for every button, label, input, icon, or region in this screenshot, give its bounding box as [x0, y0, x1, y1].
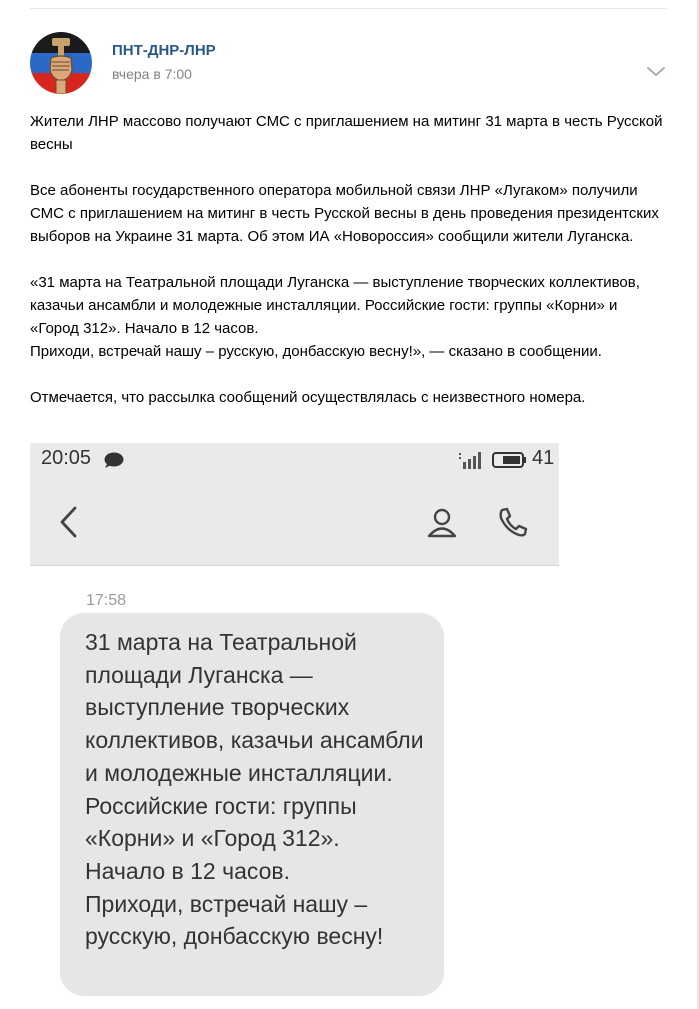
- phone-header: [30, 443, 559, 565]
- signal-icon: [458, 451, 484, 469]
- chevron-down-icon[interactable]: [645, 64, 667, 78]
- divider: [30, 8, 667, 9]
- post-text: Жители ЛНР массово получают СМС с приглашением на митинг 31 марта в честь Русской весны Все абоненты государственного оператора мобильной связи ЛНР «Лугаком» получили СМС с приглашением на митинг в честь Русской весны в день проведения президентских выборов на Украине 31 марта. Об этом ИА «Новороссия» сообщили жители Луганска. «31 марта на Театральной площади Луганска — выступление творческих коллективов, казачьи ансамбли и молодежные инсталляции. Российские гости: группы «Корни» и «Город 312». Начало в 12 часов. Приходи, встречай нашу – русскую, донбасскую весну!», — сказано в сообщении. Отмечается, что рассылка сообщений осуществлялась с неизвестного номера.: [30, 113, 663, 406]
- sms-time: 17:58: [86, 592, 127, 609]
- sms-text: 31 марта на Театральной площади Луганска — выступление творческих коллективов, казачьи ансамбли и молодежные инсталляции. Российские гости: группы «Корни» и «Город 312». Начало в 12 часов. Приходи, встречай нашу – русскую, донбасскую весну!: [85, 629, 424, 950]
- battery-level: 41: [532, 447, 555, 469]
- message-bubble-icon: [104, 452, 124, 469]
- attached-screenshot[interactable]: [30, 443, 559, 1009]
- header-divider: [30, 565, 559, 566]
- status-time: 20:05: [41, 447, 92, 469]
- battery-icon: [492, 451, 526, 469]
- phone-icon[interactable]: [496, 505, 528, 539]
- sms-bubble: [60, 613, 444, 996]
- post-time[interactable]: вчера в 7:00: [112, 66, 192, 82]
- back-arrow-icon[interactable]: [58, 505, 80, 539]
- person-icon[interactable]: [426, 505, 458, 539]
- avatar[interactable]: [30, 32, 92, 94]
- author-name[interactable]: ПНТ-ДНР-ЛНР: [112, 42, 216, 59]
